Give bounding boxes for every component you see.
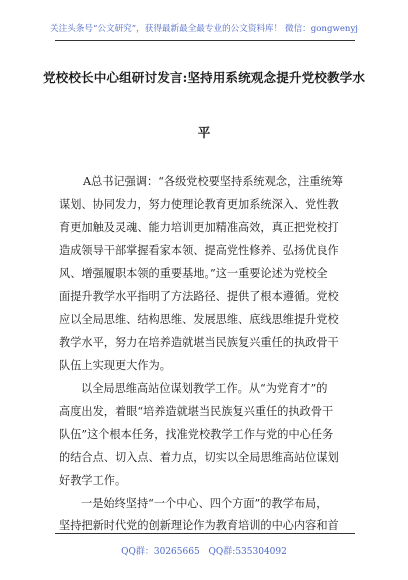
paragraph-line: 以全局思维高站位谋划教学工作。从“为党育才”的 xyxy=(81,382,328,395)
paragraph-line: 育更加触及灵魂、能力培训更加精准高效，真正把党校打 xyxy=(59,221,339,234)
paragraph-line: 面提升教学水平指明了方法路径、提供了根本遵循。党校 xyxy=(59,290,339,303)
paragraph-line: 好教学工作。 xyxy=(59,474,127,487)
footer-qq-groups: QQ群：30265665 QQ群:535304092 xyxy=(121,547,287,557)
paragraph-line: 谋划、协同发力，努力使理论教育更加系统深入、党性教 xyxy=(59,198,339,211)
paragraph-line: 造成领导干部掌握看家本领、提高党性修养、弘扬优良作 xyxy=(59,244,339,257)
paragraph-line: 的结合点、切入点、着力点，切实以全局思维高站位谋划 xyxy=(59,451,339,464)
header-divider xyxy=(55,40,355,41)
footer-divider xyxy=(55,533,355,534)
document-title-continued: 平 xyxy=(197,125,211,140)
paragraph-line: 一是始终坚持“一个中心、四个方面”的教学布局， xyxy=(81,497,328,510)
document-title: 党校校长中心组研讨发言:坚持用系统观念提升党校教学水 xyxy=(42,70,366,85)
paragraph-line: 教学水平，努力在培养造就堪当民族复兴重任的执政骨干 xyxy=(59,336,339,349)
paragraph-line: 队伍”这个根本任务，找准党校教学工作与党的中心任务 xyxy=(59,428,334,441)
header-note: 关注头条号“公文研究”，获得最新最全最专业的公文资料库！ 微信：gongwenyj xyxy=(50,24,358,34)
paragraph-line: A总书记强调：“各级党校要坚持系统观念，注重统筹 xyxy=(83,175,343,188)
paragraph-line: 高度出发，着眼“培养造就堪当民族复兴重任的执政骨干 xyxy=(59,405,334,418)
paragraph-line: 队伍上实现更大作为。 xyxy=(59,359,171,372)
paragraph-line: 坚持把新时代党的创新理论作为教育培训的中心内容和首 xyxy=(59,519,339,532)
paragraph-line: 风、增强履职本领的重要基地。”这一重要论述为党校全 xyxy=(59,267,328,280)
paragraph-line: 应以全局思维、结构思维、发展思维、底线思维提升党校 xyxy=(59,313,339,326)
